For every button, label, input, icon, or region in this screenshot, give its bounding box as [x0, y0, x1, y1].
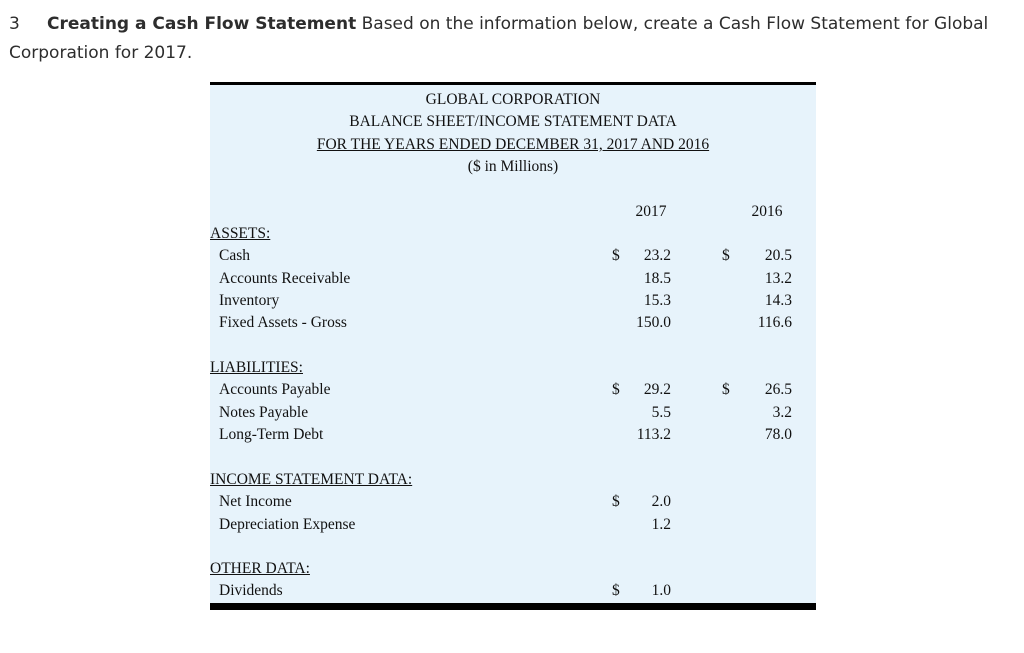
row-label-inventory: Inventory — [219, 292, 280, 309]
statement-title: BALANCE SHEET/INCOME STATEMENT DATA — [349, 113, 677, 130]
value-depreciation-2017: 1.2 — [651, 516, 671, 533]
value-dividends-2017: 1.0 — [651, 582, 671, 599]
section-other-title: OTHER DATA: — [210, 560, 310, 577]
currency-symbol: $ — [612, 582, 620, 599]
year-header-2017: 2017 — [635, 203, 667, 220]
section-assets-title: ASSETS: — [210, 225, 271, 242]
value-cash-2017: 23.2 — [643, 247, 671, 264]
value-ap-2017: 29.2 — [643, 381, 671, 398]
row-label-net-income: Net Income — [219, 493, 292, 510]
currency-symbol: $ — [612, 381, 620, 398]
period-title: FOR THE YEARS ENDED DECEMBER 31, 2017 AND 2016 — [316, 136, 710, 153]
row-label-accounts-receivable: Accounts Receivable — [219, 270, 351, 287]
year-header-2016: 2016 — [751, 203, 783, 220]
question-title: Creating a Cash Flow Statement — [47, 14, 357, 34]
value-ltd-2017: 113.2 — [636, 426, 671, 443]
financial-data-table — [210, 82, 816, 610]
row-label-accounts-payable: Accounts Payable — [219, 381, 331, 398]
row-label-depreciation: Depreciation Expense — [219, 516, 356, 533]
company-name: GLOBAL CORPORATION — [425, 91, 601, 108]
currency-symbol: $ — [722, 381, 730, 398]
value-ar-2016: 13.2 — [764, 270, 792, 287]
value-ar-2017: 18.5 — [643, 270, 671, 287]
value-net-income-2017: 2.0 — [651, 493, 671, 510]
section-income-title: INCOME STATEMENT DATA: — [210, 471, 413, 488]
row-label-cash: Cash — [219, 247, 250, 264]
question-body: Based on the information below, create a Cash Flow Statement for Global Corporation for 2017. — [9, 14, 989, 63]
row-label-long-term-debt: Long-Term Debt — [219, 426, 324, 443]
currency-symbol: $ — [722, 247, 730, 264]
value-ltd-2016: 78.0 — [764, 426, 792, 443]
row-label-notes-payable: Notes Payable — [219, 404, 309, 421]
value-inventory-2017: 15.3 — [643, 292, 671, 309]
section-liabilities-title: LIABILITIES: — [210, 359, 303, 376]
row-label-fixed-assets: Fixed Assets - Gross — [219, 314, 347, 331]
value-inventory-2016: 14.3 — [764, 292, 792, 309]
currency-symbol: $ — [612, 247, 620, 264]
value-ap-2016: 26.5 — [764, 381, 792, 398]
value-np-2016: 3.2 — [772, 404, 792, 421]
question-text — [9, 10, 1009, 68]
currency-symbol: $ — [612, 493, 620, 510]
row-label-dividends: Dividends — [219, 582, 283, 599]
value-cash-2016: 20.5 — [764, 247, 792, 264]
question-number: 3 — [9, 14, 20, 34]
value-fixed-assets-2016: 116.6 — [757, 314, 792, 331]
units-note: ($ in Millions) — [467, 158, 559, 175]
value-np-2017: 5.5 — [651, 404, 671, 421]
value-fixed-assets-2017: 150.0 — [636, 314, 671, 331]
